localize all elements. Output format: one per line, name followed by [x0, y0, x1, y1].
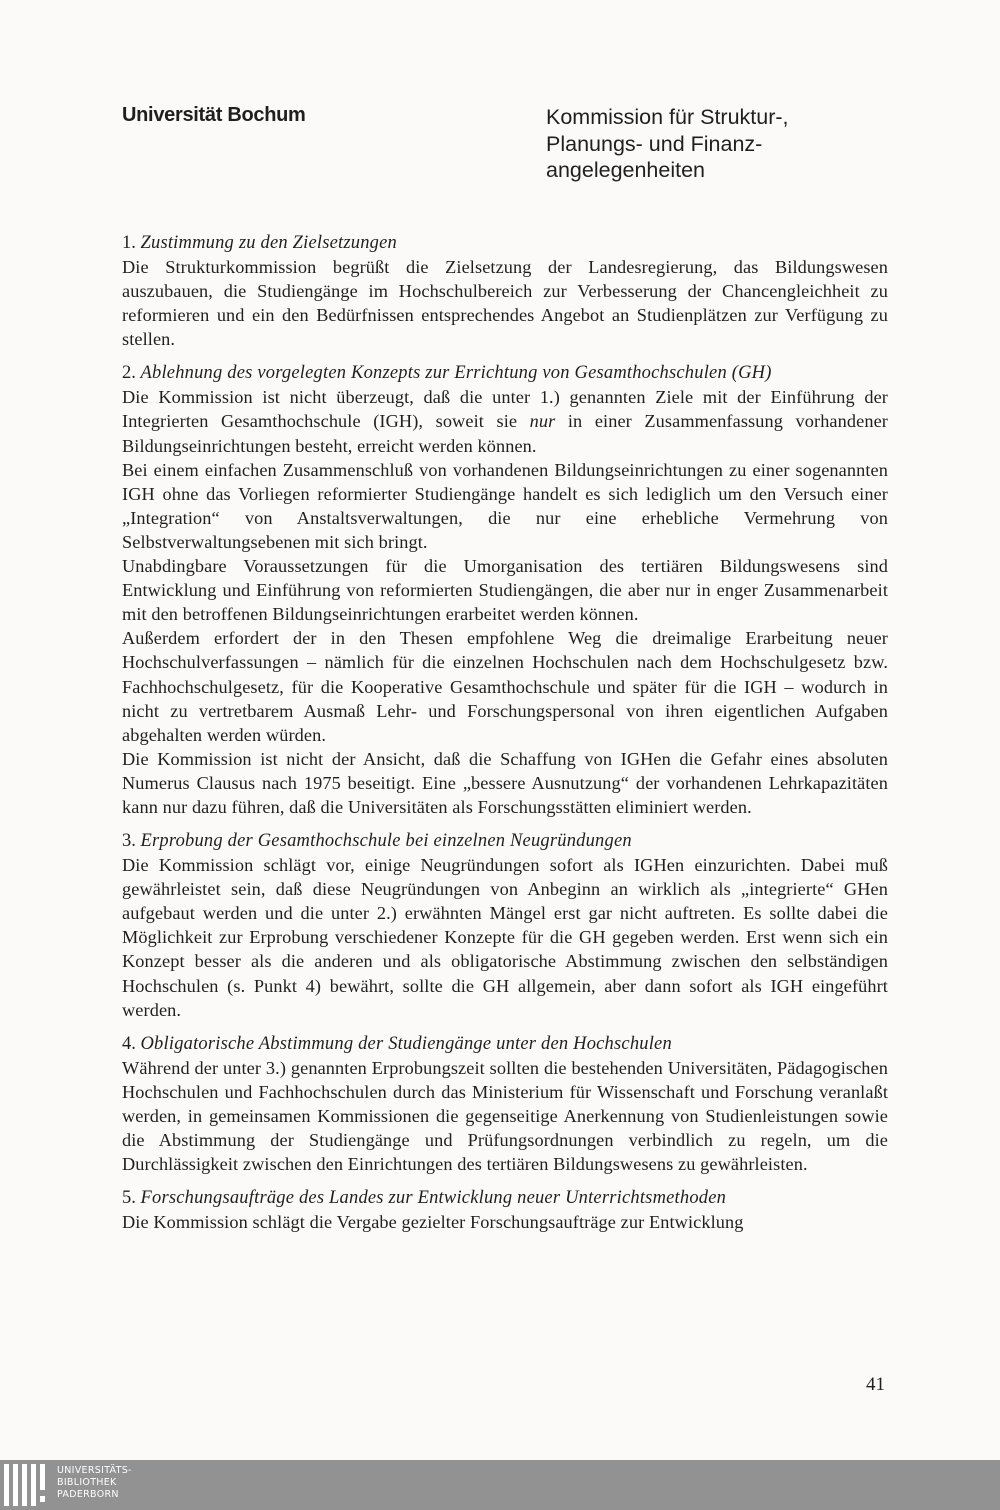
section-number: 1. [122, 233, 136, 253]
document-body [122, 231, 888, 1244]
section-heading [122, 361, 888, 385]
paragraph: Die Kommission ist nicht überzeugt, daß die unter 1.) genannten Ziele mit der Einführung der Integrierten Gesamthochschule (IGH), soweit sie nur in einer Zusammenfassung vorhandener Bildungseinrichtungen besteht, erreicht werden können. [122, 387, 888, 456]
emphasis: nur [529, 411, 556, 432]
section-number: 2. [122, 363, 136, 384]
library-footer [0, 1460, 1000, 1510]
paragraph: Die Kommission ist nicht der Ansicht, daß die Schaffung von IGHen die Gefahr eines absoluten Numerus Clausus nach 1975 beseitigt. Eine „bessere Ausnutzung“ der vorhandenen Lehrkapazitäten kann nur dazu führen, daß die Universitäten als Forschungsstätten eliminiert werden. [122, 748, 888, 817]
paragraph: Die Kommission schlägt vor, einige Neugründungen sofort als IGHen einzurichten. Dabei muß gewährleistet sein, daß diese Neugründungen von Anbeginn an wirklich als „integrierte“ GHen aufgebaut werden und die unter 2.) erwähnten Mängel erst gar nicht auftreten. Es sollte dabei die Möglichkeit zur Erprobung verschiedener Konzepte für die GH gegeben werden. Erst wenn sich ein Konzept besser als die anderen und als obligatorische Abstimmung zwischen den selbständigen Hochschulen (s. Punkt 4) bewährt, sollte die GH allgemein, aber dann sofort als IGH eingeführt werden. [122, 855, 888, 1020]
paragraph: Während der unter 3.) genannten Erprobungszeit sollten die bestehenden Universitäten, Pädagogischen Hochschulen und Fachhochschulen durch das Ministerium für Wissenschaft und Forschung veranlaßt werden, in gemeinsamen Kommissionen die gegenseitige Anerkennung von Studienleistungen sowie die Abstimmung der Studiengänge und Prüfungsordnungen verbindlich zu regeln, um die Durchlässigkeit zwischen den Einrichtungen des tertiären Bildungswesens zu gewährleisten. [122, 1057, 888, 1175]
logo-bar [4, 1464, 9, 1506]
committee-line: Planungs- und Finanz- [546, 131, 763, 156]
logo-text-line: UNIVERSITÄTS- [57, 1465, 132, 1476]
logo-bar [40, 1464, 45, 1490]
logo-bar [40, 1496, 45, 1502]
section-number: 5. [122, 1188, 136, 1209]
section-2 [122, 361, 888, 819]
paragraph: Die Strukturkommission begrüßt die Zielsetzung der Landesregierung, das Bildungswesen auszubauen, die Studiengänge im Hochschulbereich zur Verbesserung der Chancengleichheit zu reformieren und ein den Bedürfnissen entsprechendes Angebot an Studienplätzen zur Verfügung zu stellen. [122, 257, 888, 350]
section-title: Obligatorische Abstimmung der Studiengänge unter den Hochschulen [140, 1033, 672, 1054]
section-heading [122, 829, 888, 853]
paragraph: Außerdem erfordert der in den Thesen empfohlene Weg die dreimalige Erarbeitung neuer Hochschulverfassungen – nämlich für die einzelnen Hochschulen nach dem Hochschulgesetz bzw. Fachhochschulgesetz, für die Kooperative Gesamthochschule und später für die IGH – wodurch in nicht zu vertretbarem Ausmaß Lehr- und Forschungspersonal von ihren eigentlichen Aufgaben abgehalten werden würden. [122, 628, 888, 745]
page-number: 41 [866, 1374, 885, 1395]
committee-line: angelegenheiten [546, 158, 706, 182]
section-3 [122, 829, 888, 1022]
logo-text [57, 1465, 132, 1501]
logo-bar [13, 1464, 18, 1506]
paragraph: Bei einem einfachen Zusammenschluß von vorhandenen Bildungseinrichtungen zu einer sogenannten IGH ohne das Vorliegen reformierter Studiengänge handelt es sich lediglich um den Versuch einer „Integration“ von Anstaltsverwaltungen, die nur eine erhebliche Vermehrung von Selbstverwaltungsebenen mit sich bringt. [122, 459, 888, 552]
institution-name: Universität Bochum [122, 104, 306, 126]
paragraph: Die Kommission schlägt die Vergabe gezielter Forschungsaufträge zur Entwicklung [122, 1212, 744, 1233]
section-title: Forschungsaufträge des Landes zur Entwicklung neuer Unterrichtsmethoden [140, 1188, 727, 1209]
paragraph: Unabdingbare Voraussetzungen für die Umorganisation des tertiären Bildungswesens sind Entwicklung und Einführung von reformierten Studiengängen, die aber nur in enger Zusammenarbeit mit den betroffenen Bildungseinrichtungen erarbeitet werden können. [122, 556, 888, 625]
section-number: 4. [122, 1033, 136, 1054]
section-1 [122, 231, 888, 351]
library-logo [4, 1464, 154, 1506]
section-4 [122, 1032, 888, 1176]
section-title: Ablehnung des vorgelegten Konzepts zur Errichtung von Gesamthochschulen (GH) [140, 363, 772, 384]
logo-bar [22, 1464, 27, 1506]
section-heading [122, 231, 888, 255]
page-header [122, 104, 882, 194]
committee-name [546, 104, 789, 184]
section-number: 3. [122, 831, 136, 852]
section-title: Erprobung der Gesamthochschule bei einzelnen Neugründungen [140, 831, 632, 852]
logo-text-line: PADERBORN [57, 1489, 119, 1500]
logo-bar [31, 1464, 36, 1506]
section-heading [122, 1032, 888, 1056]
section-5 [122, 1186, 888, 1234]
logo-text-line: BIBLIOTHEK [57, 1477, 117, 1488]
committee-line: Kommission für Struktur-, [546, 105, 789, 129]
section-heading [122, 1186, 888, 1210]
section-title: Zustimmung zu den Zielsetzungen [140, 233, 397, 253]
